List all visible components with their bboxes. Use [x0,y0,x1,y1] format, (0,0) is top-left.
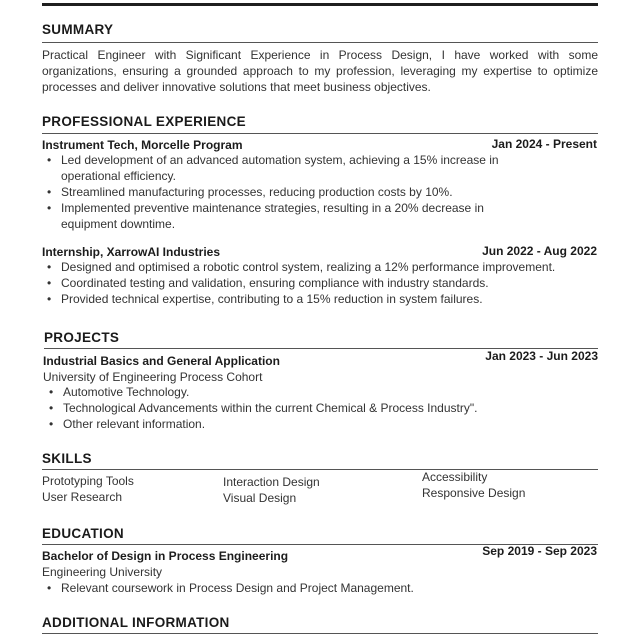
project-title: Industrial Basics and General Application [43,354,280,368]
list-item: • Coordinated testing and validation, ensuring compliance with industry standards. [43,275,603,291]
job-dates: Jun 2022 - Aug 2022 [482,244,597,258]
additional-heading-text: ADDITIONAL INFORMATION [42,615,230,630]
project-bullet-list [45,384,585,432]
project-org: University of Engineering Process Cohort [43,370,263,384]
education-dates: Sep 2019 - Sep 2023 [482,544,597,558]
skill-item: Interaction Design [223,475,320,489]
job-bullet-list [43,259,603,307]
job-bullet-list [43,152,543,232]
list-item: • Other relevant information. [45,416,585,432]
summary-heading [42,22,598,37]
list-item: • Automotive Technology. [45,384,585,400]
skill-item: User Research [42,490,123,504]
additional-heading [42,615,598,630]
skills-column [42,473,134,505]
education-bullet-list [43,580,583,596]
list-item: • Led development of an advanced automation system, achieving a 15% increase in operational efficiency. [43,152,543,184]
projects-heading-text: PROJECTS [44,330,120,345]
summary-text: Practical Engineer with Significant Experience in Process Design, I have worked with some organizations, ensuring a grounded approach to my profession, leveraging my expertise to optimize processes and deliver innovative solutions that meet business objectives. [42,48,598,94]
job-title: Internship, XarrowAI Industries [42,245,221,259]
skills-column [223,474,320,506]
job-title: Instrument Tech, Morcelle Program [42,138,243,152]
school-name: Engineering University [42,565,163,579]
skill-item: Visual Design [223,491,297,505]
skills-heading [42,451,598,466]
list-item: • Designed and optimised a robotic control system, realizing a 12% performance improvement. [43,259,603,275]
education-heading [42,526,598,541]
list-item: • Implemented preventive maintenance strategies, resulting in a 20% decrease in equipment downtime. [43,200,543,232]
job-dates: Jan 2024 - Present [491,137,597,151]
list-item: • Technological Advancements within the current Chemical & Process Industry". [45,400,585,416]
summary-heading-text: SUMMARY [42,22,114,37]
experience-heading [42,114,598,129]
project-dates: Jan 2023 - Jun 2023 [485,349,598,363]
skills-heading-text: SKILLS [42,451,92,466]
summary-divider [42,42,598,43]
skill-item: Prototyping Tools [42,474,134,488]
list-item: • Provided technical expertise, contributing to a 15% reduction in system failures. [43,291,603,307]
projects-heading [44,330,598,345]
skill-item: Accessibility [422,470,488,484]
additional-divider [42,633,598,634]
skill-item: Responsive Design [422,486,526,500]
experience-heading-text: PROFESSIONAL EXPERIENCE [42,114,246,129]
list-item: • Streamlined manufacturing processes, reducing production costs by 10%. [43,184,543,200]
list-item: • Relevant coursework in Process Design and Project Management. [43,580,583,596]
header-divider [42,3,598,6]
education-heading-text: EDUCATION [42,526,124,541]
skills-column [422,469,525,501]
experience-divider [42,133,598,134]
degree-title: Bachelor of Design in Process Engineering [42,549,289,563]
